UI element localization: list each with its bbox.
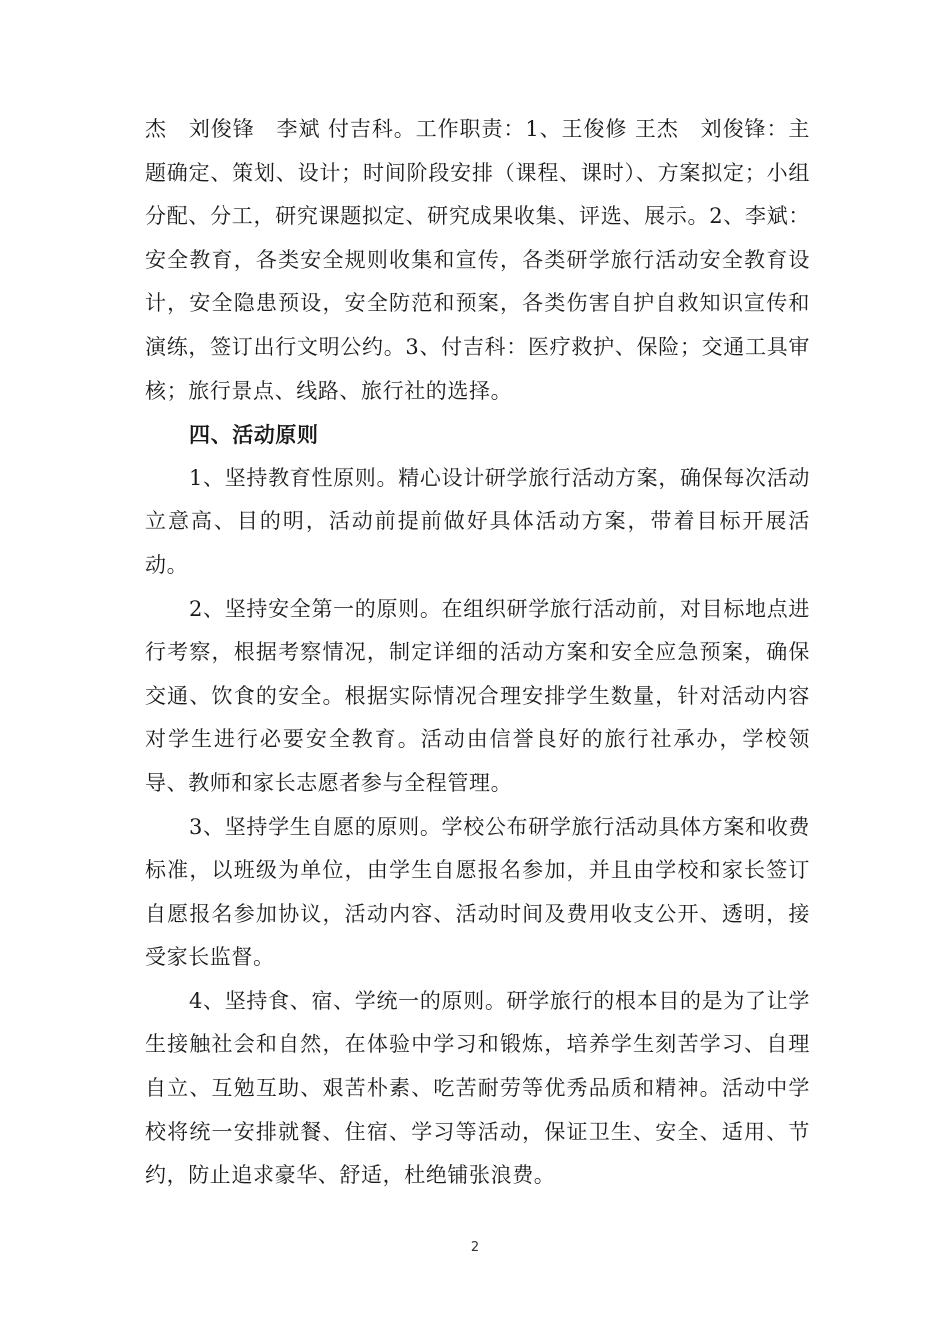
section-heading: 四、活动原则 [189, 422, 319, 448]
document-body [145, 108, 810, 1198]
paragraph-principle-3: 3、坚持学生自愿的原则。学校公布研学旅行活动具体方案和收费标准，以班级为单位，由学生自愿报名参加，并且由学校和家长签订自愿报名参加协议，活动内容、活动时间及费用收支公开、透明，接受家长监督。 [145, 814, 810, 970]
paragraph-principle-4: 4、坚持食、宿、学统一的原则。研学旅行的根本目的是为了让学生接触社会和自然，在体验中学习和锻炼，培养学生刻苦学习、自理自立、互勉互助、艰苦朴素、吃苦耐劳等优秀品质和精神。活动中学校将统一安排就餐、住宿、学习等活动，保证卫生、安全、适用、节约，防止追求豪华、舒适，杜绝铺张浪费。 [145, 988, 810, 1188]
paragraph-principle-1: 1、坚持教育性原则。精心设计研学旅行活动方案，确保每次活动立意高、目的明，活动前提前做好具体活动方案，带着目标开展活动。 [145, 465, 810, 577]
paragraph-principle-2: 2、坚持安全第一的原则。在组织研学旅行活动前，对目标地点进行考察，根据考察情况，制定详细的活动方案和安全应急预案，确保交通、饮食的安全。根据实际情况合理安排学生数量，针对活动内容对学生进行必要安全教育。活动由信誉良好的旅行社承办，学校领导、教师和家长志愿者参与全程管理。 [145, 596, 810, 795]
paragraph-duties: 杰 刘俊锋 李斌 付吉科。工作职责：1、王俊修 王杰 刘俊锋：主题确定、策划、设计；时间阶段安排（课程、课时）、方案拟定；小组分配、分工，研究课题拟定、研究成果收集、评选、展示。2、李斌：安全教育，各类安全规则收集和宣传，各类研学旅行活动安全教育设计，安全隐患预设，安全防范和预案，各类伤害自护自救知识宣传和演练，签订出行文明公约。3、付吉科：医疗救护、保险；交通工具审核；旅行景点、线路、旅行社的选择。 [145, 117, 810, 403]
page-number: 2 [470, 1240, 480, 1255]
